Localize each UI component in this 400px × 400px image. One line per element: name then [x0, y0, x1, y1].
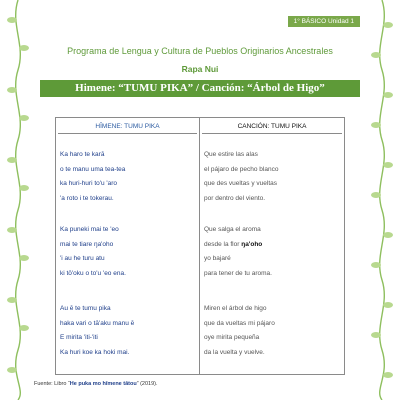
rapanui-stanza-2 [56, 226, 199, 284]
lyric-line: Que salga el aroma [204, 226, 261, 233]
lyric-line: Au ē te tumu pika [60, 305, 111, 312]
lyric-line: que da vueltas mi pájaro [204, 319, 275, 327]
lyric-line: que des vueltas y vueltas [204, 180, 277, 187]
source-citation [34, 381, 158, 387]
decorative-vine-left [4, 0, 34, 400]
lyric-line: mai te tiare ŋa'oho [60, 240, 114, 248]
grade-unit-badge: 1° BÁSICO Unidad 1 [288, 16, 360, 27]
lyric-line: yo bajaré [204, 255, 231, 262]
lyric-line: ka huri-huri to'u 'aro [60, 180, 118, 187]
decorative-vine-right [366, 0, 396, 400]
lyric-line: haka vari o tā'aku manu ē [60, 319, 135, 327]
lyric-line: para tener de tu aroma. [204, 269, 272, 277]
source-book-title: He puka mo hīmene tātou [69, 381, 137, 387]
lyric-line: Que estire las alas [204, 151, 258, 158]
spanish-column-header: CANCIÓN: TUMU PIKA [202, 118, 342, 134]
spanish-stanza-3 [200, 305, 344, 363]
song-title-banner: Himene: “TUMU PIKA” / Canción: “Árbol de Higo” [40, 80, 360, 97]
lyric-line: da la vuelta y vuelve. [204, 348, 265, 356]
rapanui-lyrics-column [56, 118, 200, 374]
lyric-line: por dentro del viento. [204, 194, 266, 202]
bold-word: ŋa'oho [241, 240, 263, 248]
spanish-lyrics-column [200, 118, 344, 374]
lyric-line: Ka puneki mai te 'eo [60, 226, 119, 233]
source-prefix: Fuente: Libro “ [34, 381, 70, 387]
lyric-line: Ka haro te karā [60, 151, 105, 158]
lyric-line-prefix: desde la flor [204, 240, 242, 248]
rapanui-stanza-1 [56, 151, 199, 209]
lyric-line: E mirita 'iti-'iti [60, 334, 98, 341]
lyric-line: Ka huri koe ka hoki mai. [60, 348, 130, 356]
program-title: Programa de Lengua y Cultura de Pueblos Originarios Ancestrales [67, 46, 333, 56]
spanish-stanza-2 [200, 226, 344, 284]
lyric-line: 'a roto i te tokerau. [60, 194, 114, 202]
lyric-line-with-bold-word [200, 241, 344, 256]
region-title: Rapa Nui [181, 64, 219, 74]
lyric-line: 'i au he turu atu [60, 255, 105, 262]
rapanui-stanza-3 [56, 305, 199, 363]
lyric-line: el pájaro de pecho blanco [204, 165, 279, 173]
lyric-line: Miren el árbol de higo [204, 305, 267, 312]
lyric-line: oye mirita pequeña [204, 334, 260, 341]
lyrics-table [55, 117, 345, 375]
source-suffix: ” (2019). [136, 381, 158, 387]
lyric-line: o te manu uma tea-tea [60, 165, 126, 173]
lyric-line: ki tō'oku o to'u 'eo ena. [60, 269, 126, 277]
spanish-stanza-1 [200, 151, 344, 209]
rapanui-column-header: HĪMENE: TUMU PIKA [58, 118, 197, 134]
